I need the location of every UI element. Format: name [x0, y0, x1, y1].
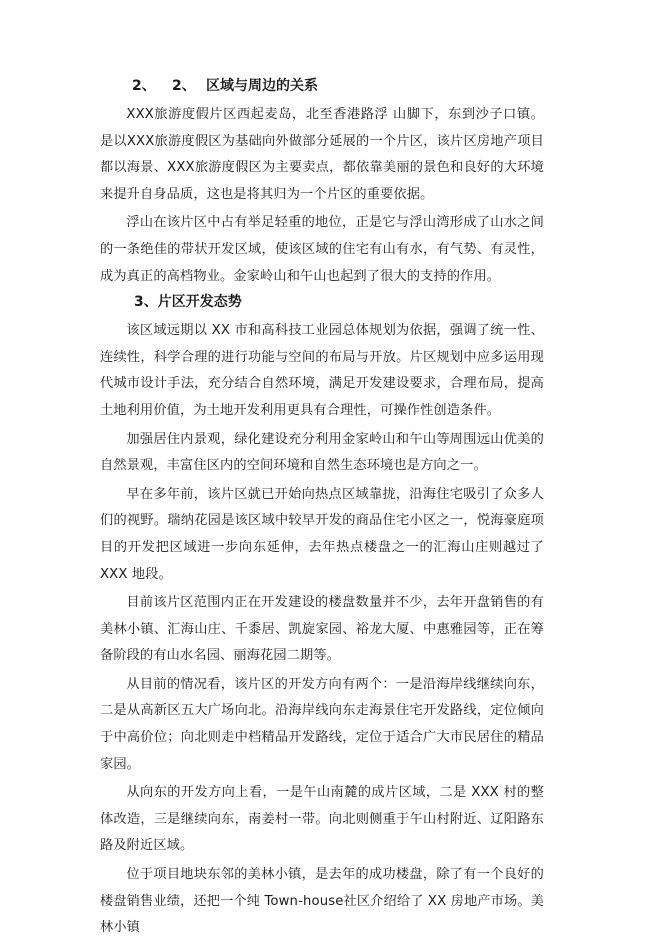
- heading-title: 区域与周边的关系: [206, 78, 318, 94]
- document-body: [100, 76, 544, 942]
- heading-title: 片区开发态势: [157, 294, 242, 311]
- paragraph-8: 从向东的开发方向上看，一是午山南麓的成片区域，二是 XXX 村的整体改造，三是继续向东，南姜村一带。向北则侧重于午山村附近、辽阳路东路及附近区域。: [100, 785, 544, 854]
- heading-number: 3、: [134, 294, 158, 311]
- paragraph-4: 加强居住内景观，绿化建设充分利用金家岭山和午山等周围远山优美的自然景观，丰富住区内的空间环境和自然生态环境也是方向之一。: [100, 431, 544, 474]
- heading-number: 2、: [132, 78, 156, 94]
- paragraph-3: 该区域远期以 XX 市和高科技工业园总体规划为依据，强调了统一性、连续性，科学合理的进行功能与空间的布局与开放。片区规划中应多运用现代城市设计手法，充分结合自然环境，满足开发建设要求，合理布局，提高土地利用价值，为土地开发利用更具有合理性，可操作性创造条件。: [100, 323, 544, 418]
- section-heading-relation: [100, 76, 544, 96]
- paragraph-7: 从目前的情况看，该片区的开发方向有两个：一是沿海岸线继续向东，二是从高新区五大广场向北。沿海岸线向东走海景住宅开发路线，定位倾向于中高价位；向北则走中档精品开发路线，定位于适合广大市民居住的精品家园。: [100, 676, 544, 772]
- paragraph-6: 目前该片区范围内正在开发建设的楼盘数量并不少，去年开盘销售的有美林小镇、汇海山庄、千黍居、凯旋家园、裕龙大厦、中惠雅园等，正在筹备阶段的有山水名园、丽海花园二期等。: [100, 595, 544, 664]
- paragraph-9: 位于项目地块东邻的美林小镇，是去年的成功楼盘，除了有一个良好的楼盘销售业绩，还把一个纯 Town-house社区介绍给了 XX 房地产市场。美林小镇: [100, 867, 544, 936]
- paragraph-2: 浮山在该片区中占有举足轻重的地位，正是它与浮山湾形成了山水之间的一条绝佳的带状开发区域，使该区域的住宅有山有水，有气势、有灵性，成为真正的高档物业。金家岭山和午山也起到了很大的支持的作用。: [100, 215, 544, 284]
- paragraph-1: XXX旅游度假片区西起麦岛，北至香港路浮 山脚下，东到沙子口镇。是以XXX旅游度假区为基础向外做部分延展的一个片区，该片区房地产项目都以海景、XXX旅游度假区为主要卖点，都依靠美丽的景色和良好的大环境来提升自身品质，这也是将其归为一个片区的重要依据。: [100, 107, 544, 202]
- heading-subnumber: 2、: [172, 78, 196, 94]
- paragraph-5: 早在多年前，该片区就已开始向热点区域靠拢，沿海住宅吸引了众多人们的视野。瑞纳花园是该区域中较早开发的商品住宅小区之一，悦海豪庭项目的开发把区域进一步向东延伸，去年热点楼盘之一的汇海山庄则越过了 XXX 地段。: [100, 486, 544, 582]
- section-heading-development: [100, 292, 544, 312]
